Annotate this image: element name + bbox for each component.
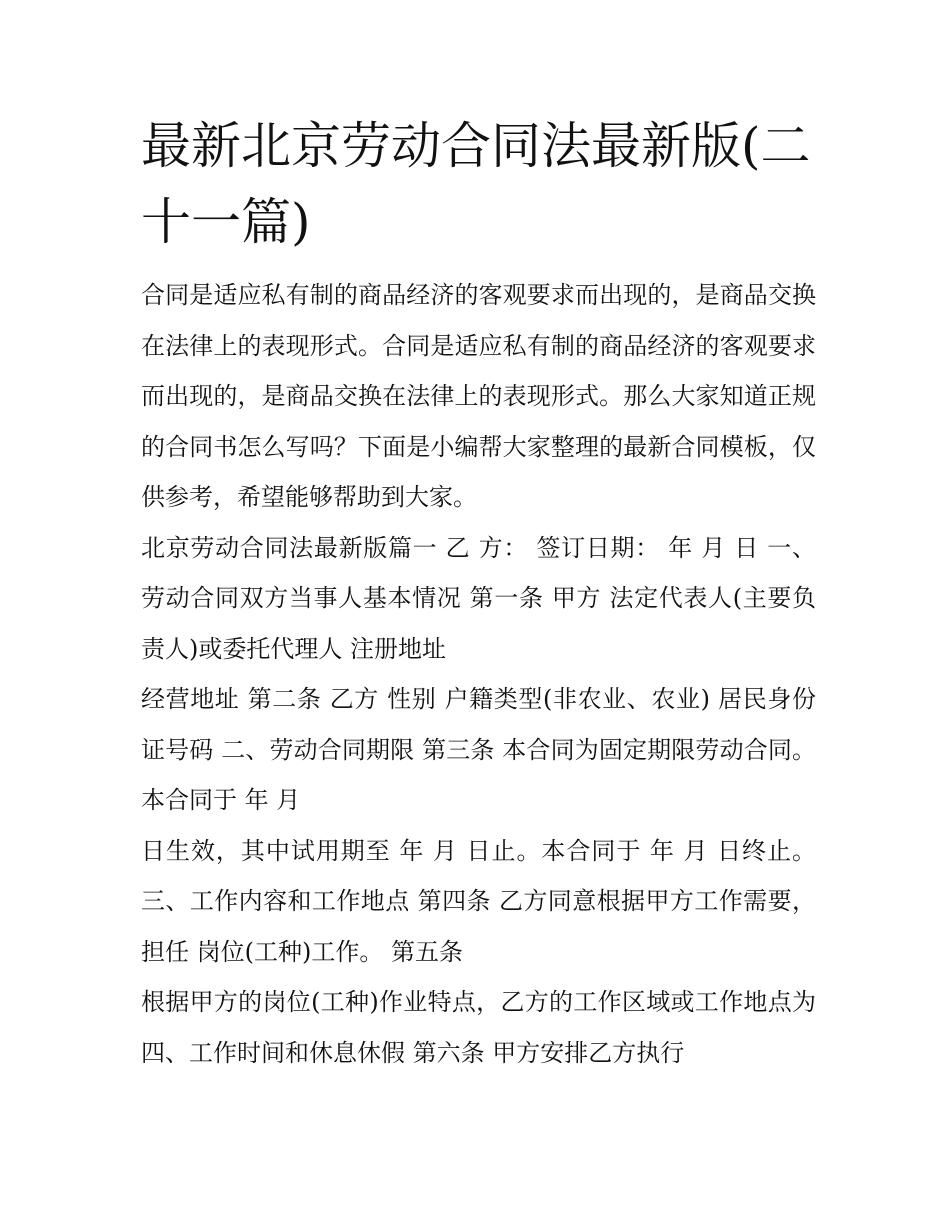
paragraph-work-content: 日生效，其中试用期至 年 月 日止。本合同于 年 月 日终止。三、工作内容和工作地点 第四条 乙方同意根据甲方工作需要，担任 岗位(工种)工作。 第五条 — [141, 836, 816, 966]
document-title: 最新北京劳动合同法最新版(二十一篇) — [141, 117, 811, 251]
document-body — [141, 108, 816, 1078]
paragraph-work-location: 根据甲方的岗位(工种)作业特点，乙方的工作区域或工作地点为 四、工作时间和休息休假 第六条 甲方安排乙方执行 — [141, 988, 816, 1067]
paragraph-contract-parties: 北京劳动合同法最新版篇一 乙 方： 签订日期： 年 月 日 一、劳动合同双方当事人基本情况 第一条 甲方 法定代表人(主要负责人)或委托代理人 注册地址 — [141, 533, 816, 663]
paragraph-contract-term: 经营地址 第二条 乙方 性别 户籍类型(非农业、农业) 居民身份证号码 二、劳动合同期限 第三条 本合同为固定期限劳动合同。 本合同于 年 月 — [141, 685, 816, 814]
paragraph-intro: 合同是适应私有制的商品经济的客观要求而出现的，是商品交换在法律上的表现形式。合同是适应私有制的商品经济的客观要求而出现的，是商品交换在法律上的表现形式。那么大家知道正规的合同书怎么写吗？下面是小编帮大家整理的最新合同模板，仅供参考，希望能够帮助到大家。 — [141, 281, 816, 511]
